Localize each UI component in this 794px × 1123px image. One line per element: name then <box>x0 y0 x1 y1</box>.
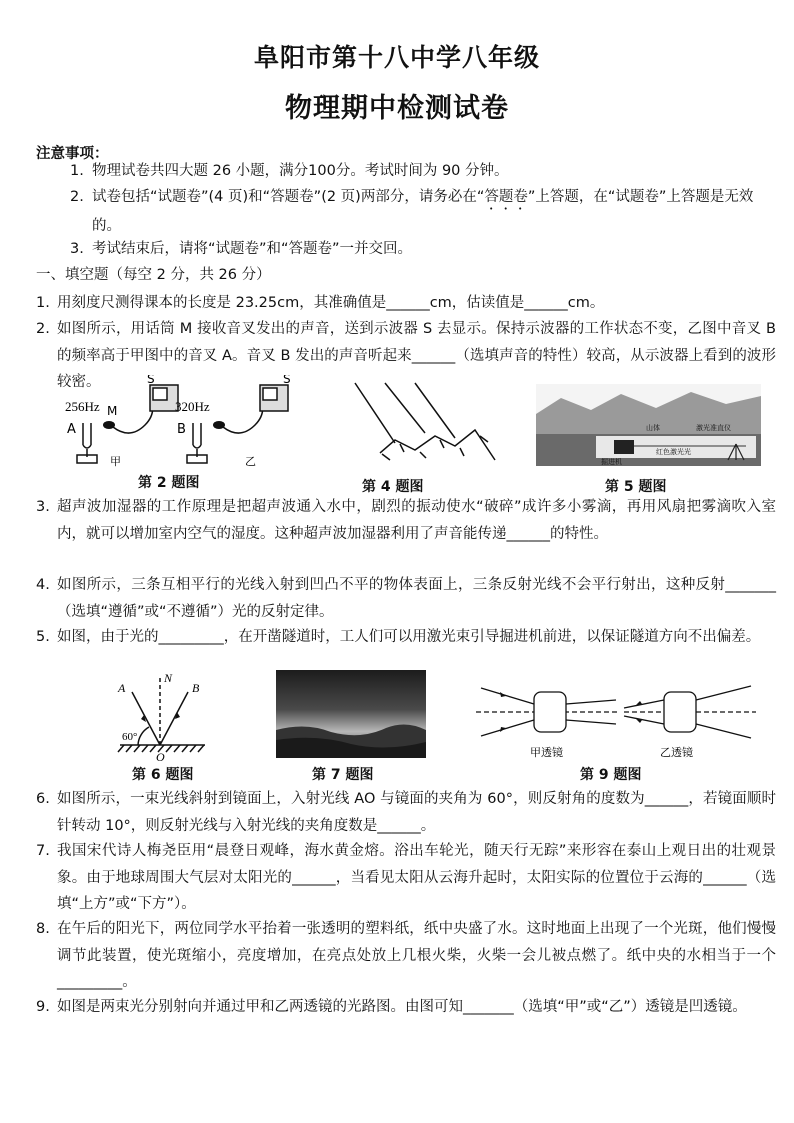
fig2-label-s2: S <box>283 375 291 386</box>
fig2-caption: 第 2 题图 <box>138 475 200 491</box>
question-5 <box>36 624 776 651</box>
fig2-label-yi: 乙 <box>245 455 256 467</box>
fig5-label-mountain: 山体 <box>646 424 660 432</box>
question-text: 如图，由于光的_________，在开凿隧道时，工人们可以用激光束引导掘进机前进，以保证隧道方向不出偏差。 <box>57 629 761 645</box>
fig7-caption: 第 7 题图 <box>312 767 374 783</box>
question-text: 如图是两束光分别射向并通过甲和乙两透镜的光路图。由图可知_______（选填“甲”或“乙”）透镜是凹透镜。 <box>57 999 747 1015</box>
notice-num: 1. <box>70 163 84 179</box>
notice-num: 3. <box>70 241 84 257</box>
emphasis-text: 答题卷 <box>484 189 528 205</box>
exam-title-subject: 物理期中检测试卷 <box>285 93 509 124</box>
question-number: 6. <box>36 791 50 807</box>
fig2-freq-b: 320Hz <box>175 399 210 414</box>
fig5-caption: 第 5 题图 <box>605 479 667 495</box>
notice-text: 物理试卷共四大题 26 小题，满分100分。考试时间为 90 分钟。 <box>92 163 509 179</box>
notice-num: 2. <box>70 189 84 205</box>
fig6-label-a: A <box>118 681 126 695</box>
question-number: 7. <box>36 843 50 859</box>
question-number: 4. <box>36 577 50 593</box>
fig9-caption: 第 9 题图 <box>580 767 642 783</box>
fig2-label-jia: 甲 <box>110 455 121 467</box>
question-8 <box>36 916 776 996</box>
question-number: 3. <box>36 499 50 515</box>
question-1 <box>36 290 776 317</box>
fig5-label-beam: 红色激光光 <box>656 448 691 456</box>
notice-text: 考试结束后，请将“试题卷”和“答题卷”一并交回。 <box>92 241 413 257</box>
fig6-label-n: N <box>164 671 173 685</box>
fig6-mirror-reflection-diagram <box>110 670 215 762</box>
question-number: 1. <box>36 295 50 311</box>
question-4 <box>36 572 776 625</box>
notice-item-1 <box>70 158 775 184</box>
question-number: 8. <box>36 921 50 937</box>
question-7 <box>36 838 776 918</box>
question-number: 9. <box>36 999 50 1015</box>
section-heading: 一、填空题（每空 2 分，共 26 分） <box>36 267 271 283</box>
fig6-label-o: O <box>156 750 165 762</box>
fig2-freq-a: 256Hz <box>65 399 100 414</box>
fig5-label-machine: 掘进机 <box>601 458 622 466</box>
question-text: 如图所示，三条互相平行的光线入射到凹凸不平的物体表面上，三条反射光线不会平行射出，这种反射_______（选填“遵循”或“不遵循”）光的反射定律。 <box>57 577 776 620</box>
notice-item-3 <box>70 236 775 262</box>
fig5-tunnel-laser-image <box>536 384 761 466</box>
fig2-label-m: M <box>107 404 118 418</box>
question-text: 如图所示，用话筒 M 接收音叉发出的声音，送到示波器 S 去显示。保持示波器的工作状态不变，乙图中音叉 B 的频率高于甲图中的音叉 A。音叉 B 发出的声音听起来______（选填声音的特性）较高，从示波器上看到的波形较密。 <box>57 321 776 390</box>
fig4-caption: 第 4 题图 <box>362 479 424 495</box>
fig6-caption: 第 6 题图 <box>132 767 194 783</box>
question-number: 2. <box>36 321 50 337</box>
question-9 <box>36 994 776 1021</box>
exam-title-school: 阜阳市第十八中学八年级 <box>253 43 540 72</box>
question-text: 在午后的阳光下，两位同学水平抬着一张透明的塑料纸，纸中央盛了水。这时地面上出现了一个光斑，他们慢慢调节此装置，使光斑缩小，亮度增加，在亮点处放上几根火柴，火柴一会儿被点燃了。纸中央的水相当于一个_________。 <box>57 921 776 990</box>
fig2-label-a: A <box>67 422 76 437</box>
fig2-label-b: B <box>177 422 186 437</box>
fig7-sunrise-photo <box>276 670 426 758</box>
fig9-lens-yi-label: 乙透镜 <box>660 746 693 759</box>
question-text: 如图所示，一束光线斜射到镜面上，入射光线 AO 与镜面的夹角为 60°，则反射角的度数为______，若镜面顺时针转动 10°，则反射光线与入射光线的夹角度数是______。 <box>57 791 776 834</box>
fig2-tuning-fork-diagram <box>55 375 325 467</box>
question-text: 用刻度尺测得课本的长度是 23.25cm，其准确值是______cm，估读值是______cm。 <box>57 295 605 311</box>
fig4-diffuse-reflection-diagram <box>340 378 510 473</box>
fig5-label-laser: 激光准直仪 <box>696 424 731 432</box>
fig2-label-s: S <box>147 375 155 386</box>
question-text: 超声波加湿器的工作原理是把超声波通入水中，剧烈的振动使水“破碎”成许多小雾滴，再用风扇把雾滴吹入室内，就可以增加室内空气的湿度。这种超声波加湿器利用了声音能传递______的特性。 <box>57 499 776 542</box>
question-number: 5. <box>36 629 50 645</box>
question-6 <box>36 786 776 839</box>
fig6-label-b: B <box>192 681 200 695</box>
question-text: 我国宋代诗人梅尧臣用“晨登日观峰，海水黄金熔。浴出车轮光，随天行无踪”来形容在泰山上观日出的壮观景象。由于地球周围大气层对太阳光的______，当看见太阳从云海升起时，太阳实际的位置位于云海的______（选填“上方”或“下方”）。 <box>57 843 776 912</box>
fig9-lens-diagram <box>476 680 756 762</box>
fig9-lens-jia-label: 甲透镜 <box>530 746 563 759</box>
notice-item-2 <box>70 184 775 239</box>
notice-text: 试卷包括“试题卷”(4 页)和“答题卷”(2 页)两部分，请务必在“答题卷”上答题，在“试题卷”上答题是无效的。 <box>92 189 754 234</box>
fig6-angle: 60° <box>122 731 138 743</box>
question-3 <box>36 494 776 547</box>
notice-heading: 注意事项： <box>36 146 109 162</box>
